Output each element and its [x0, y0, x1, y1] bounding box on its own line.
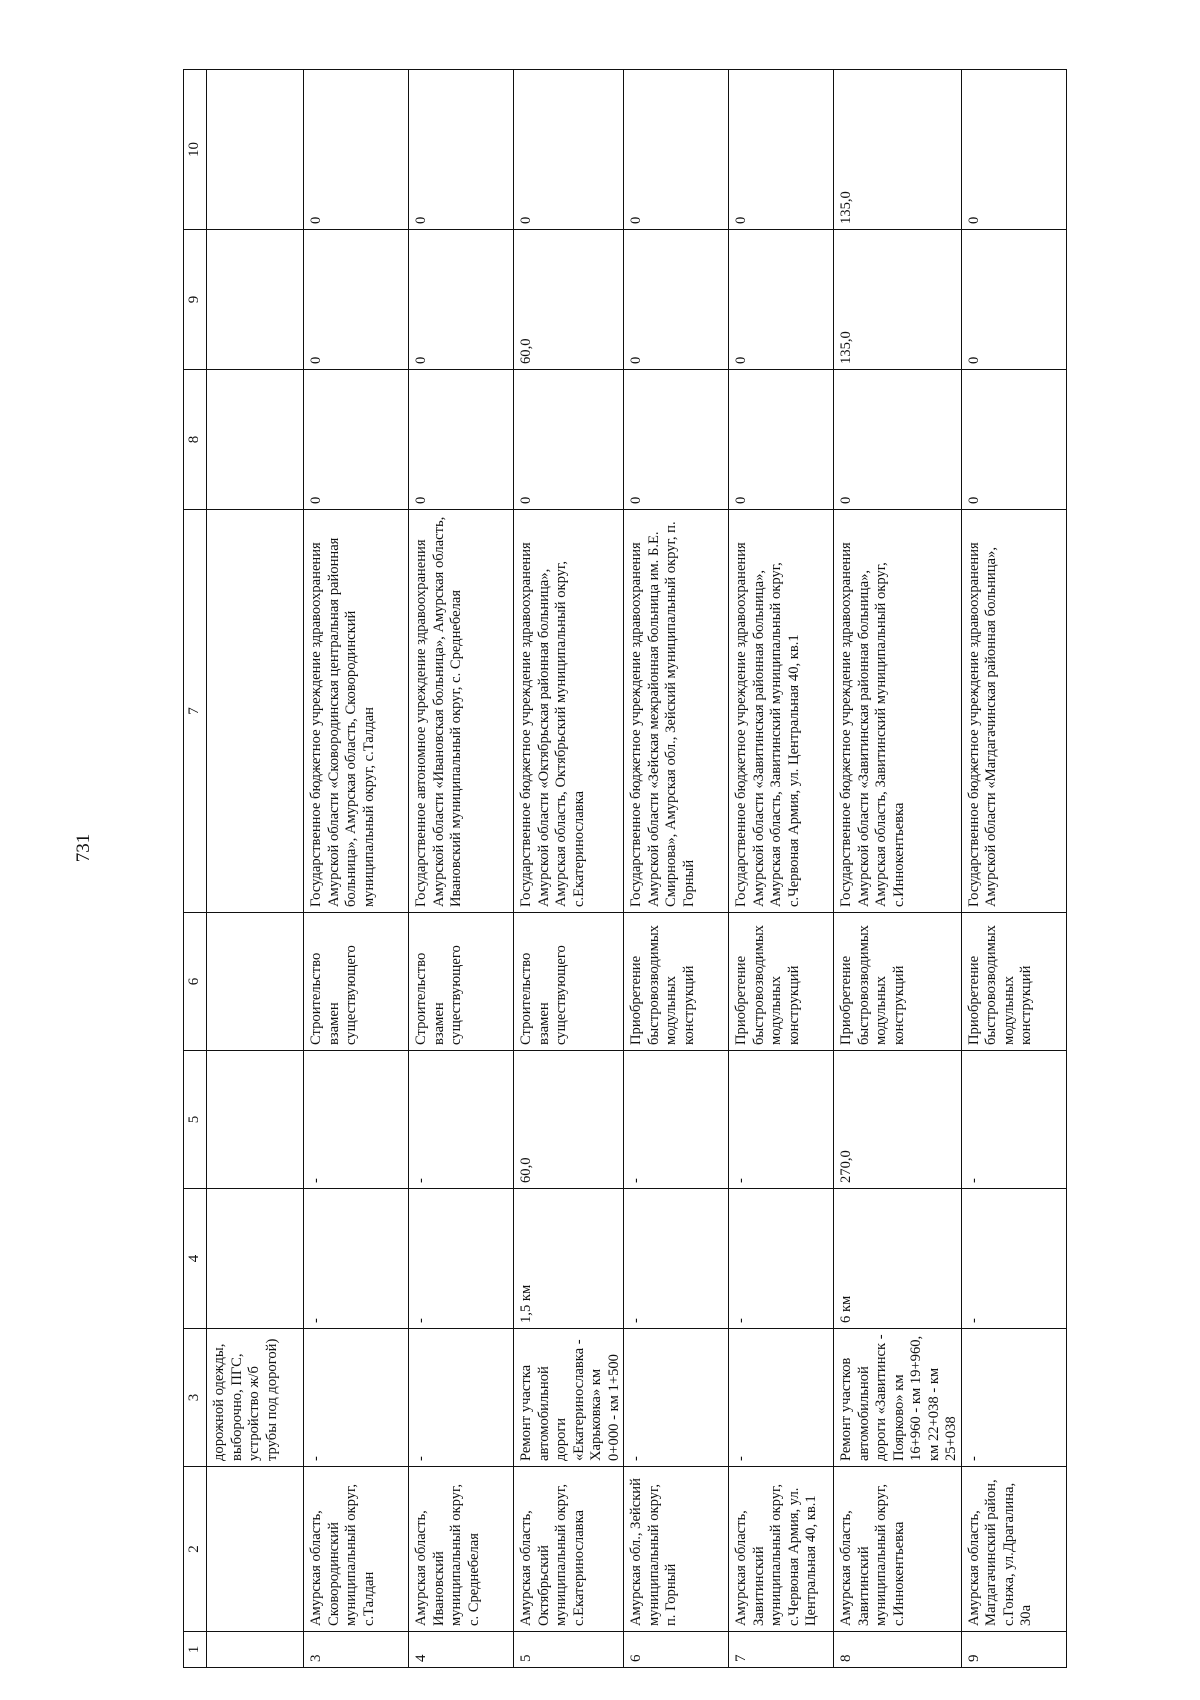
- cell: [207, 1051, 304, 1189]
- header-cell: 1: [184, 1632, 207, 1668]
- measure-cell: Приобретение быстровозводимых модульных конструкций: [729, 913, 834, 1051]
- table-row: [729, 70, 834, 1668]
- row-number: 3: [304, 1632, 409, 1668]
- col10-cell: 0: [514, 70, 624, 230]
- col9-cell: 0: [729, 230, 834, 370]
- measure-cell: Приобретение быстровозводимых модульных конструкций: [624, 913, 729, 1051]
- object-cell: Ремонт участков автомобильной дороги «Завитинск - Поярково» км 16+960 - км 19+960, км 22+038 - км 25+038: [834, 1329, 962, 1467]
- location-cell: Амурская область, Ивановский муниципальный округ, с. Среднебелая: [409, 1467, 514, 1632]
- object-cell: -: [409, 1329, 514, 1467]
- header-cell: 2: [184, 1467, 207, 1632]
- row-number: 7: [729, 1632, 834, 1668]
- row-number: 6: [624, 1632, 729, 1668]
- object-cell: -: [729, 1329, 834, 1467]
- page-number: 731: [73, 833, 94, 863]
- row-number: 5: [514, 1632, 624, 1668]
- object-cell: -: [304, 1329, 409, 1467]
- header-cell: 10: [184, 70, 207, 230]
- object-cell: Ремонт участка автомобильной дороги «Екатеринославка - Харьковка» км 0+000 - км 1+500: [514, 1329, 624, 1467]
- location-cell: Амурская область, Завитинский муниципальный округ, с.Червоная Армия, ул. Центральная 40, кв.1: [729, 1467, 834, 1632]
- row-number: 4: [409, 1632, 514, 1668]
- cell: [207, 1467, 304, 1632]
- col8-cell: 0: [834, 370, 962, 510]
- institution-cell: Государственное бюджетное учреждение здравоохранения Амурской области «Завитинская районная больница», Амурская область, Завитинский муниципальный округ, с.Иннокентьевка: [834, 510, 962, 913]
- data-table: [183, 69, 1067, 1668]
- cost-cell: -: [729, 1051, 834, 1189]
- col8-cell: 0: [304, 370, 409, 510]
- object-cell: -: [624, 1329, 729, 1467]
- institution-cell: Государственное бюджетное учреждение здравоохранения Амурской области «Октябрьская районная больница», Амурская область, Октябрьский муниципальный округ, с.Екатеринославка: [514, 510, 624, 913]
- col8-cell: 0: [729, 370, 834, 510]
- cell: [207, 1632, 304, 1668]
- cost-cell: -: [961, 1051, 1066, 1189]
- header-cell: 9: [184, 230, 207, 370]
- measure-cell: Строительство взамен существующего: [304, 913, 409, 1051]
- continuation-row: [207, 70, 304, 1668]
- col10-cell: 0: [304, 70, 409, 230]
- col8-cell: 0: [624, 370, 729, 510]
- table-row: [514, 70, 624, 1668]
- cell: [207, 1189, 304, 1329]
- cost-cell: -: [624, 1051, 729, 1189]
- header-cell: 5: [184, 1051, 207, 1189]
- cell: [207, 230, 304, 370]
- measure-cell: Приобретение быстровозводимых модульных конструкций: [961, 913, 1066, 1051]
- col10-cell: 0: [624, 70, 729, 230]
- rotated-table-wrapper: [183, 70, 1033, 1668]
- capacity-cell: -: [409, 1189, 514, 1329]
- measure-cell: Строительство взамен существующего: [514, 913, 624, 1051]
- measure-cell: Приобретение быстровозводимых модульных конструкций: [834, 913, 962, 1051]
- col10-cell: 0: [961, 70, 1066, 230]
- measure-cell: Строительство взамен существующего: [409, 913, 514, 1051]
- location-cell: Амурская область, Сковородинский муниципальный округ, с.Талдан: [304, 1467, 409, 1632]
- col8-cell: 0: [514, 370, 624, 510]
- col8-cell: 0: [961, 370, 1066, 510]
- capacity-cell: -: [624, 1189, 729, 1329]
- cell: [207, 370, 304, 510]
- institution-cell: Государственное автономное учреждение здравоохранения Амурской области «Ивановская больница», Амурская область, Ивановский муниципальный округ, с. Среднебелая: [409, 510, 514, 913]
- location-cell: Амурская область, Магдагачинский район, с.Гонжа, ул.Драгалина, 30а: [961, 1467, 1066, 1632]
- header-cell: 7: [184, 510, 207, 913]
- capacity-cell: -: [729, 1189, 834, 1329]
- capacity-cell: 6 км: [834, 1189, 962, 1329]
- col10-cell: 0: [729, 70, 834, 230]
- row-number: 8: [834, 1632, 962, 1668]
- institution-cell: Государственное бюджетное учреждение здравоохранения Амурской области «Сковородинская центральная районная больница», Амурская область, Сковородинский муниципальный округ, с.Талдан: [304, 510, 409, 913]
- location-cell: Амурская область, Завитинский муниципальный округ, с.Иннокентьевка: [834, 1467, 962, 1632]
- institution-cell: Государственное бюджетное учреждение здравоохранения Амурской области «Зейская межрайонная больница им. Б.Е. Смирнова», Амурская обл., Зейский муниципальный округ, п. Горный: [624, 510, 729, 913]
- table-row: [624, 70, 729, 1668]
- cont-object-cell: дорожной одежды, выборочно, ПГС, устройство ж/б трубы под дорогой): [207, 1329, 304, 1467]
- table-row: [961, 70, 1066, 1668]
- cost-cell: -: [409, 1051, 514, 1189]
- header-cell: 8: [184, 370, 207, 510]
- row-number: 9: [961, 1632, 1066, 1668]
- capacity-cell: -: [304, 1189, 409, 1329]
- cell: [207, 510, 304, 913]
- location-cell: Амурская обл., Зейский муниципальный округ, п. Горный: [624, 1467, 729, 1632]
- cost-cell: 60,0: [514, 1051, 624, 1189]
- object-cell: -: [961, 1329, 1066, 1467]
- col10-cell: 0: [409, 70, 514, 230]
- col10-cell: 135,0: [834, 70, 962, 230]
- header-cell: 4: [184, 1189, 207, 1329]
- cell: [207, 70, 304, 230]
- col9-cell: 0: [304, 230, 409, 370]
- col9-cell: 0: [961, 230, 1066, 370]
- cost-cell: 270,0: [834, 1051, 962, 1189]
- table-row: [834, 70, 962, 1668]
- col8-cell: 0: [409, 370, 514, 510]
- col9-cell: 0: [409, 230, 514, 370]
- col9-cell: 135,0: [834, 230, 962, 370]
- capacity-cell: -: [961, 1189, 1066, 1329]
- col9-cell: 0: [624, 230, 729, 370]
- table-row: [304, 70, 409, 1668]
- col9-cell: 60,0: [514, 230, 624, 370]
- header-cell: 6: [184, 913, 207, 1051]
- institution-cell: Государственное бюджетное учреждение здравоохранения Амурской области «Завитинская районная больница», Амурская область, Завитинский муниципальный округ, с.Червоная Армия, ул. Центральная 40, кв.1: [729, 510, 834, 913]
- cost-cell: -: [304, 1051, 409, 1189]
- header-row: [184, 70, 207, 1668]
- table-row: [409, 70, 514, 1668]
- institution-cell: Государственное бюджетное учреждение здравоохранения Амурской области «Магдагачинская районная больница»,: [961, 510, 1066, 913]
- header-cell: 3: [184, 1329, 207, 1467]
- cell: [207, 913, 304, 1051]
- capacity-cell: 1,5 км: [514, 1189, 624, 1329]
- location-cell: Амурская область, Октябрьский муниципальный округ, с.Екатеринославка: [514, 1467, 624, 1632]
